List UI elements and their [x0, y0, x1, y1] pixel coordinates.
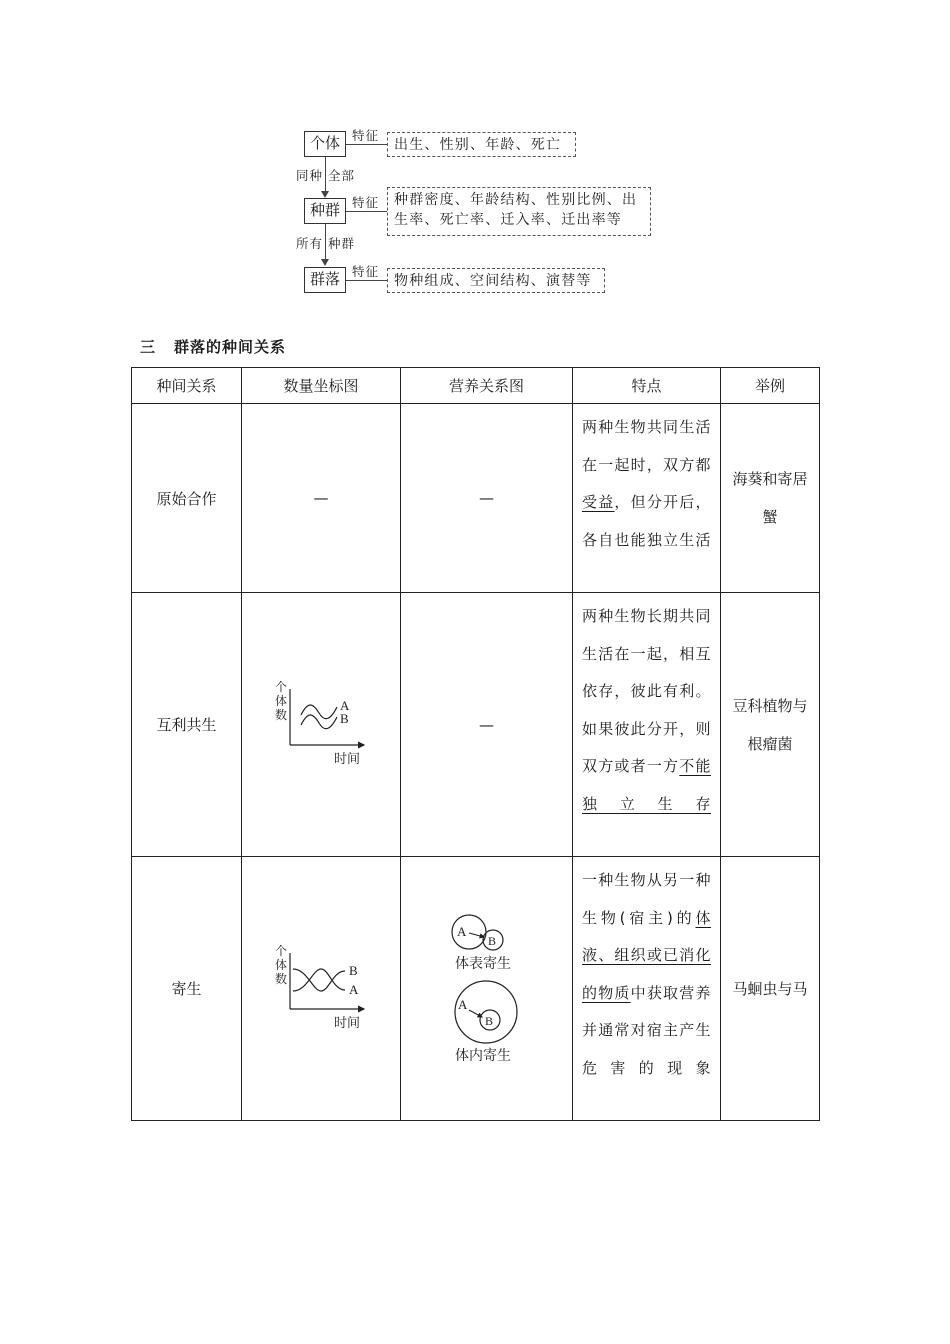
curve-label-a: A [349, 982, 359, 997]
connector [346, 144, 387, 145]
connector [346, 211, 387, 212]
endoparasite-caption: 体内寄生 [454, 1047, 511, 1064]
arrow-down-icon [321, 259, 329, 266]
table-header-row [132, 368, 820, 404]
column-header: 数量坐标图 [242, 368, 401, 404]
nutrition-cell [401, 857, 573, 1121]
nutrition-cell: — [401, 404, 573, 593]
section-title: 群落的种间关系 [174, 338, 287, 356]
feature-text: 中获取营养并通常对宿主产生危害的现象 [582, 983, 711, 1077]
feature-box-individual: 出生、性别、年龄、死亡 [387, 132, 576, 157]
host-label: A [456, 923, 466, 939]
feature-box-community: 物种组成、空间结构、演替等 [387, 268, 605, 293]
feature-box-population: 种群密度、年龄结构、性别比例、出生率、死亡率、迁入率、迁出率等 [387, 187, 651, 236]
feature-keyword: 不能独立生存 [582, 757, 711, 813]
parasitism-population-graph [261, 941, 381, 1036]
graph-cell: — [242, 404, 401, 593]
y-axis-label-3: 数 [275, 972, 288, 986]
feature-cell [573, 404, 721, 593]
feature-keyword: 受益 [582, 493, 615, 511]
example-cell: 海葵和寄居蟹 [721, 404, 820, 593]
nutrition-arrow [469, 933, 484, 937]
y-axis-label-1: 个 [275, 944, 288, 958]
curve-a [293, 969, 345, 991]
parasite-label: B [484, 1013, 493, 1028]
ectoparasite-caption: 体表寄生 [454, 955, 511, 972]
section-number: 三 [140, 338, 157, 356]
parasitism-nutrition-diagram [437, 914, 537, 1064]
link-label-right: 全部 [328, 168, 356, 183]
connector [325, 157, 326, 193]
x-axis-label: 时间 [334, 752, 361, 767]
nutrition-arrow [469, 1010, 482, 1017]
graph-cell [242, 857, 401, 1121]
feature-cell [573, 857, 721, 1121]
connector [325, 224, 326, 261]
host-label: A [457, 996, 467, 1012]
hierarchy-diagram [0, 0, 950, 310]
feature-tag: 特征 [352, 128, 380, 143]
x-axis-label: 时间 [334, 1016, 361, 1031]
link-label-left: 所有 [296, 236, 324, 251]
section-heading [140, 336, 286, 357]
relation-cell: 原始合作 [132, 404, 242, 593]
column-header: 营养关系图 [401, 368, 573, 404]
curve-label-b: B [349, 963, 358, 978]
column-header: 种间关系 [132, 368, 242, 404]
node-individual: 个体 [304, 131, 346, 157]
connector [346, 280, 387, 281]
table-row [132, 593, 820, 857]
relation-cell: 互利共生 [132, 593, 242, 857]
feature-text: 两种生物共同生活在一起时，双方都 [582, 418, 711, 474]
y-axis-label-2: 体 [275, 694, 288, 708]
curve-b [301, 715, 337, 729]
arrow-down-icon [321, 191, 329, 198]
curve-label-a: A [340, 698, 350, 713]
relation-cell: 寄生 [132, 857, 242, 1121]
curve-b [293, 969, 345, 991]
y-axis-label-3: 数 [275, 708, 288, 722]
node-community: 群落 [304, 267, 346, 293]
feature-tag: 特征 [352, 264, 380, 279]
y-axis-label-1: 个 [275, 680, 288, 694]
node-population: 种群 [304, 198, 346, 224]
feature-text: 两种生物长期共同生活在一起，相互依存，彼此有利。如果彼此分开，则双方或者一方 [582, 607, 711, 775]
table-row [132, 857, 820, 1121]
example-cell: 豆科植物与根瘤菌 [721, 593, 820, 857]
mutualism-population-graph [261, 677, 381, 772]
curve-label-b: B [340, 711, 349, 726]
table-row [132, 404, 820, 593]
interspecific-relations-table [131, 367, 820, 1121]
column-header: 举例 [721, 368, 820, 404]
feature-tag: 特征 [352, 195, 380, 210]
feature-cell [573, 593, 721, 857]
parasite-label: B [487, 933, 496, 948]
example-cell: 马蛔虫与马 [721, 857, 820, 1121]
link-label-left: 同种 [296, 168, 324, 183]
feature-text: ，但分开后，各自也能独立生活 [582, 493, 711, 549]
graph-cell [242, 593, 401, 857]
column-header: 特点 [573, 368, 721, 404]
host-circle [455, 981, 517, 1043]
feature-keyword: 体液、组织或已消化的物质 [582, 908, 711, 1002]
y-axis-label-2: 体 [275, 958, 288, 972]
link-label-right: 种群 [328, 236, 356, 251]
nutrition-cell: — [401, 593, 573, 857]
feature-text: 一种生物从另一种生物(宿主)的 [582, 871, 711, 927]
